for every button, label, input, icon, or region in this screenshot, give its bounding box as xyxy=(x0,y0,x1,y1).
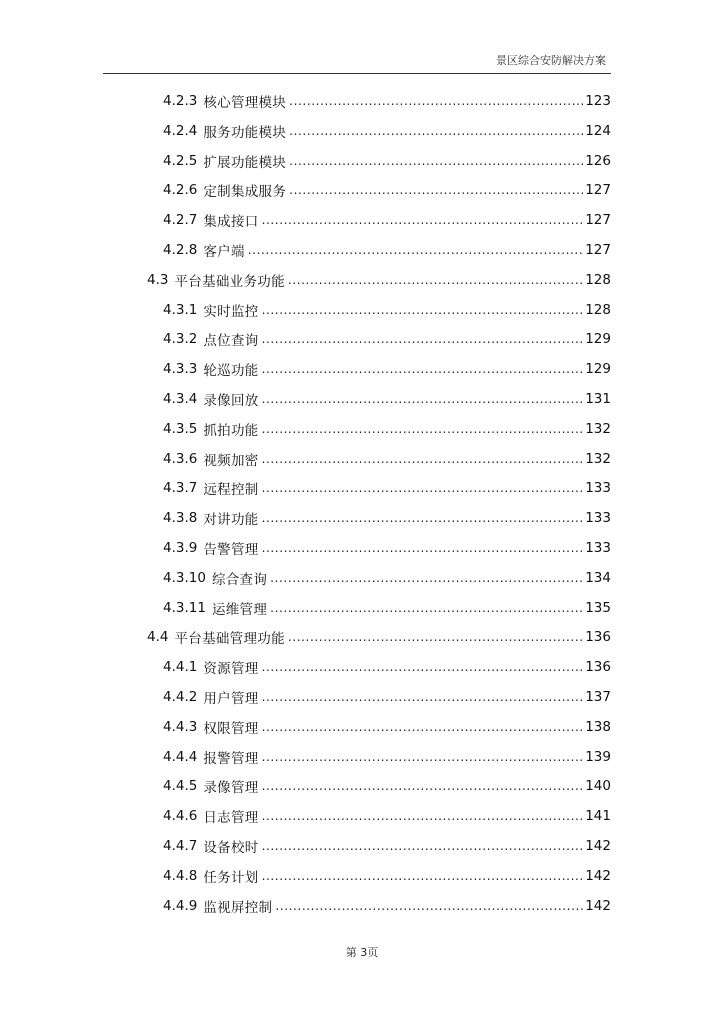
toc-entry[interactable] xyxy=(163,566,611,590)
toc-dot-leader xyxy=(288,273,584,287)
toc-dot-leader xyxy=(262,660,585,674)
toc-entry-title: 设备校时 xyxy=(203,840,259,856)
toc-entry-title: 集成接口 xyxy=(203,214,259,231)
toc-dot-leader xyxy=(262,839,585,853)
toc-entry-number: 4.4.7 xyxy=(163,838,198,854)
toc-entry-number: 4.3.5 xyxy=(163,420,198,437)
toc-entry-title: 权限管理 xyxy=(203,720,259,737)
toc-dot-leader xyxy=(270,571,584,585)
toc-entry[interactable] xyxy=(163,655,611,679)
toc-entry[interactable] xyxy=(163,119,611,143)
toc-entry-page: 133 xyxy=(585,510,611,527)
toc-dot-leader xyxy=(262,332,585,346)
toc-entry-number: 4.4.8 xyxy=(163,867,198,884)
toc-dot-leader xyxy=(262,750,585,764)
toc-entry-number: 4.4 xyxy=(147,629,169,646)
toc-dot-leader xyxy=(262,541,585,555)
toc-entry-page: 129 xyxy=(585,331,611,348)
toc-entry-title: 监视屏控制 xyxy=(203,899,273,916)
toc-entry[interactable] xyxy=(163,327,611,351)
toc-entry[interactable] xyxy=(163,804,611,828)
toc-entry-page: 127 xyxy=(585,242,611,258)
toc-entry-page: 140 xyxy=(585,778,611,795)
toc-dot-leader xyxy=(262,422,585,436)
toc-entry-title: 抓拍功能 xyxy=(203,422,259,439)
toc-entry-page: 136 xyxy=(585,659,611,676)
toc-entry-page: 138 xyxy=(585,718,611,735)
toc-entry[interactable] xyxy=(163,208,611,232)
toc-entry-number: 4.2.4 xyxy=(163,122,198,139)
toc-dot-leader xyxy=(270,601,584,615)
toc-entry[interactable] xyxy=(163,715,611,739)
toc-dot-leader xyxy=(289,94,584,108)
toc-entry-page: 132 xyxy=(585,420,611,437)
toc-entry[interactable] xyxy=(163,864,611,888)
toc-entry-title: 综合查询 xyxy=(211,571,268,588)
toc-entry-title: 任务计划 xyxy=(203,869,259,886)
toc-entry-page: 128 xyxy=(585,301,611,318)
toc-entry-page: 141 xyxy=(585,808,611,825)
toc-entry-page: 133 xyxy=(585,480,611,497)
toc-entry[interactable] xyxy=(163,596,611,620)
toc-dot-leader xyxy=(262,720,585,734)
toc-entry[interactable] xyxy=(147,625,611,649)
toc-entry-number: 4.4.1 xyxy=(163,659,198,676)
toc-entry-title: 视频加密 xyxy=(203,452,259,469)
toc-dot-leader xyxy=(262,392,585,406)
toc-dot-leader xyxy=(262,303,585,317)
document-title: 景区综合安防解决方案 xyxy=(496,54,606,67)
toc-entry-title: 服务功能模块 xyxy=(203,124,287,141)
toc-entry-title: 核心管理模块 xyxy=(203,95,287,111)
toc-entry-number: 4.3.1 xyxy=(163,301,198,318)
toc-dot-leader xyxy=(289,183,584,197)
toc-entry-page: 139 xyxy=(585,748,611,765)
toc-entry-title: 对讲功能 xyxy=(203,512,259,529)
toc-entry-title: 轮巡功能 xyxy=(203,363,259,380)
toc-entry[interactable] xyxy=(163,774,611,798)
toc-dot-leader xyxy=(262,809,585,823)
toc-dot-leader xyxy=(262,869,585,883)
toc-entry-page: 132 xyxy=(585,450,611,467)
toc-entry[interactable] xyxy=(147,268,611,292)
toc-entry-page: 123 xyxy=(585,93,611,109)
toc-entry-number: 4.2.3 xyxy=(163,93,198,109)
toc-dot-leader xyxy=(262,690,585,704)
toc-entry-page: 134 xyxy=(585,569,611,586)
toc-entry-number: 4.4.6 xyxy=(163,808,198,825)
toc-dot-leader xyxy=(262,511,585,525)
page-number: 第 3页 xyxy=(345,946,379,959)
toc-entry-title: 日志管理 xyxy=(203,810,259,827)
toc-entry-number: 4.3.9 xyxy=(163,540,198,556)
toc-entry-number: 4.4.9 xyxy=(163,897,198,914)
toc-dot-leader xyxy=(262,362,585,376)
toc-entry-page: 136 xyxy=(585,629,611,646)
toc-entry-number: 4.3.8 xyxy=(163,510,198,527)
toc-entry-title: 实时监控 xyxy=(203,303,259,320)
toc-entry[interactable] xyxy=(163,476,611,500)
toc-entry-page: 129 xyxy=(585,361,611,378)
toc-entry-title: 远程控制 xyxy=(203,482,259,499)
toc-entry-number: 4.3.11 xyxy=(163,599,206,616)
toc-entry-page: 131 xyxy=(585,391,611,407)
toc-entry-page: 133 xyxy=(585,540,611,556)
toc-entry-title: 客户端 xyxy=(203,244,245,260)
toc-entry-number: 4.2.5 xyxy=(163,152,198,169)
toc-entry-number: 4.4.5 xyxy=(163,778,198,795)
toc-entry-page: 127 xyxy=(585,182,611,199)
toc-dot-leader xyxy=(288,630,584,644)
toc-entry-number: 4.3.2 xyxy=(163,331,198,348)
toc-entry-page: 142 xyxy=(585,867,611,884)
toc-entry[interactable] xyxy=(163,89,611,113)
toc-entry-page: 137 xyxy=(585,689,611,705)
toc-entry-number: 4.4.3 xyxy=(163,718,198,735)
toc-entry-title: 用户管理 xyxy=(203,691,259,707)
toc-dot-leader xyxy=(289,154,584,168)
toc-entry[interactable] xyxy=(163,387,611,411)
toc-entry-number: 4.4.4 xyxy=(163,748,198,765)
toc-entry-page: 135 xyxy=(585,599,611,616)
toc-entry-title: 扩展功能模块 xyxy=(203,154,287,171)
toc-entry-number: 4.4.2 xyxy=(163,689,198,705)
toc-entry-page: 124 xyxy=(585,122,611,139)
toc-dot-leader xyxy=(262,213,585,227)
toc-entry[interactable] xyxy=(163,417,611,441)
toc-dot-leader xyxy=(289,124,584,138)
toc-entry-number: 4.2.8 xyxy=(163,242,198,258)
toc-entry-page: 128 xyxy=(585,271,611,288)
toc-dot-leader xyxy=(262,452,585,466)
toc-entry-page: 142 xyxy=(585,838,611,854)
toc-entry[interactable] xyxy=(163,685,611,709)
toc-entry-title: 点位查询 xyxy=(203,333,259,350)
toc-entry[interactable] xyxy=(163,447,611,471)
toc-entry-number: 4.3.10 xyxy=(163,569,206,586)
toc-entry-title: 告警管理 xyxy=(203,542,259,558)
toc-entry-title: 平台基础管理功能 xyxy=(174,631,285,648)
header-divider xyxy=(103,73,611,74)
toc-dot-leader xyxy=(262,481,585,495)
toc-entry-number: 4.3.7 xyxy=(163,480,198,497)
toc-entry-title: 报警管理 xyxy=(203,750,259,767)
toc-entry[interactable] xyxy=(163,536,611,560)
toc-entry-page: 142 xyxy=(585,897,611,914)
toc-entry[interactable] xyxy=(163,178,611,202)
toc-entry-title: 录像回放 xyxy=(203,393,259,409)
toc-entry[interactable] xyxy=(163,238,611,262)
toc-entry-title: 运维管理 xyxy=(211,601,268,618)
toc-entry-number: 4.3.4 xyxy=(163,391,198,407)
toc-entry-title: 平台基础业务功能 xyxy=(174,273,285,290)
toc-entry[interactable] xyxy=(163,506,611,530)
toc-dot-leader xyxy=(248,243,584,257)
toc-entry[interactable] xyxy=(163,894,611,918)
toc-entry-number: 4.3.3 xyxy=(163,361,198,378)
toc-entry-page: 127 xyxy=(585,212,611,229)
toc-entry-title: 录像管理 xyxy=(203,780,259,797)
toc-entry[interactable] xyxy=(163,298,611,322)
toc-entry[interactable] xyxy=(163,357,611,381)
toc-entry[interactable] xyxy=(163,745,611,769)
toc-entry[interactable] xyxy=(163,149,611,173)
toc-entry-title: 资源管理 xyxy=(203,661,259,678)
toc-entry[interactable] xyxy=(163,834,611,858)
toc-entry-number: 4.3.6 xyxy=(163,450,198,467)
toc-entry-number: 4.2.6 xyxy=(163,182,198,199)
toc-entry-number: 4.3 xyxy=(147,271,169,288)
toc-entry-page: 126 xyxy=(585,152,611,169)
toc-dot-leader xyxy=(262,779,585,793)
toc-entry-number: 4.2.7 xyxy=(163,212,198,229)
toc-entry-title: 定制集成服务 xyxy=(203,184,287,201)
toc-dot-leader xyxy=(275,899,584,913)
